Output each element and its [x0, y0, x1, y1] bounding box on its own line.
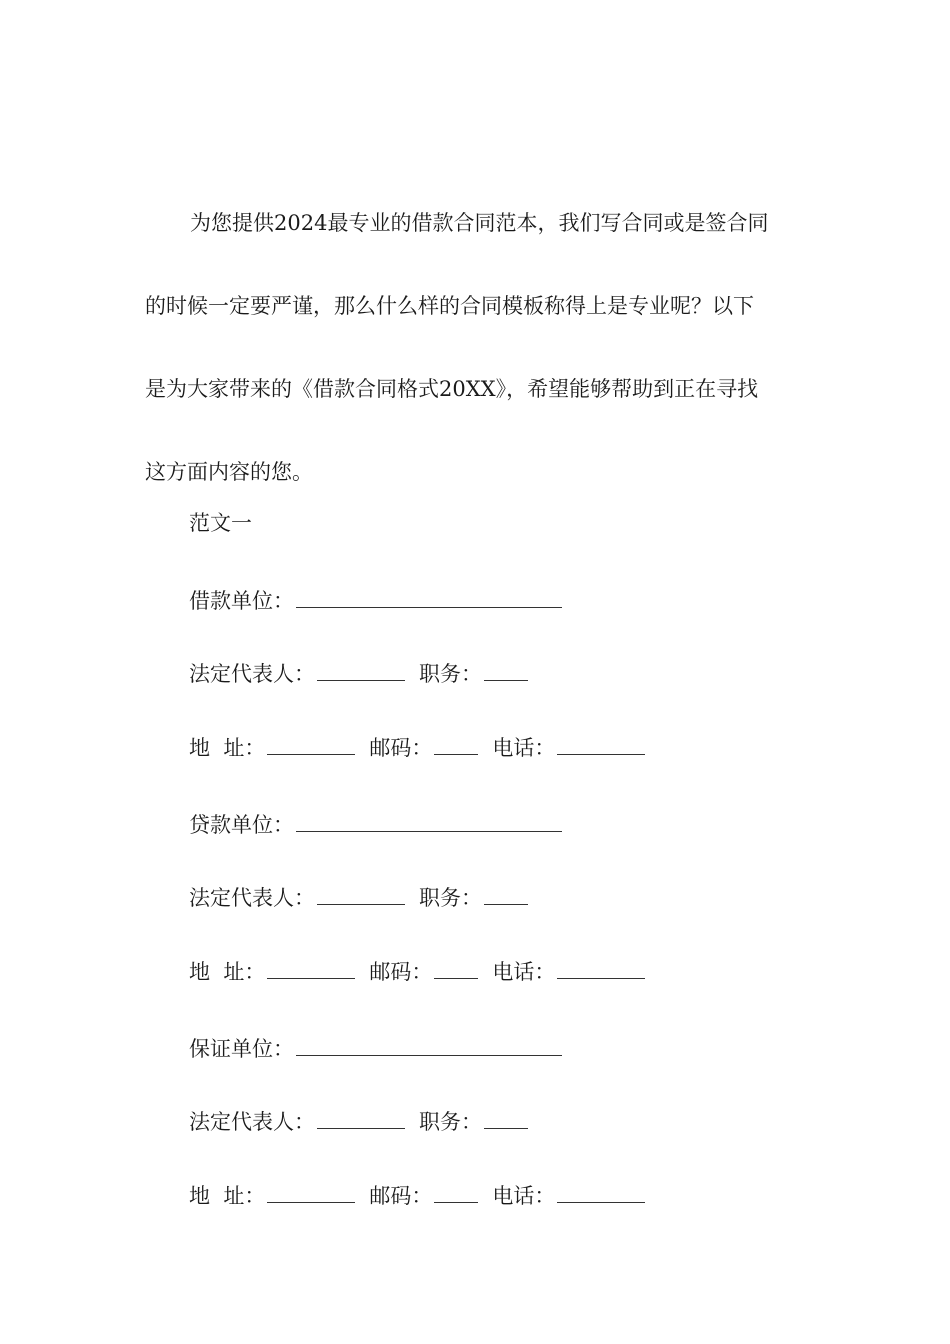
- borrower-address-label: 地 址：: [189, 736, 266, 760]
- guarantor-postcode-label: 邮码：: [369, 1184, 433, 1208]
- guarantor-phone-blank[interactable]: [557, 1184, 645, 1203]
- lender-unit-label: 贷款单位：: [189, 813, 294, 837]
- lender-unit-row: [189, 810, 562, 840]
- borrower-position-blank[interactable]: [484, 662, 528, 681]
- guarantor-unit-blank[interactable]: [296, 1037, 562, 1056]
- borrower-rep-label: 法定代表人：: [189, 662, 315, 686]
- borrower-phone-label: 电话：: [492, 736, 556, 760]
- lender-phone-blank[interactable]: [557, 960, 645, 979]
- borrower-unit-blank[interactable]: [296, 589, 562, 608]
- guarantor-position-blank[interactable]: [484, 1110, 528, 1129]
- guarantor-address-blank[interactable]: [267, 1184, 355, 1203]
- intro-line-4: 这方面内容的您。: [145, 460, 313, 484]
- borrower-postcode-blank[interactable]: [434, 736, 478, 755]
- borrower-postcode-label: 邮码：: [369, 736, 433, 760]
- borrower-address-row: [189, 733, 645, 763]
- lender-position-label: 职务：: [419, 886, 482, 910]
- lender-phone-label: 电话：: [492, 960, 556, 984]
- lender-address-blank[interactable]: [267, 960, 355, 979]
- lender-address-label: 地 址：: [189, 960, 266, 984]
- borrower-unit-row: [189, 586, 562, 616]
- borrower-position-label: 职务：: [419, 662, 482, 686]
- intro-paragraph: [145, 203, 805, 535]
- lender-unit-blank[interactable]: [296, 813, 562, 832]
- intro-line-1: 为您提供2024最专业的借款合同范本，我们写合同或是签合同: [190, 211, 769, 235]
- borrower-phone-blank[interactable]: [557, 736, 645, 755]
- borrower-address-blank[interactable]: [267, 736, 355, 755]
- guarantor-address-label: 地 址：: [189, 1184, 266, 1208]
- lender-address-row: [189, 957, 645, 987]
- guarantor-postcode-blank[interactable]: [434, 1184, 478, 1203]
- borrower-rep-blank[interactable]: [317, 662, 405, 681]
- lender-rep-blank[interactable]: [317, 886, 405, 905]
- guarantor-unit-row: [189, 1034, 562, 1064]
- intro-line-3: 是为大家带来的《借款合同格式20XX》，希望能够帮助到正在寻找: [145, 377, 759, 401]
- intro-line-2: 的时候一定要严谨，那么什么样的合同模板称得上是专业呢？以下: [145, 294, 754, 318]
- borrower-rep-row: [189, 659, 528, 689]
- lender-postcode-label: 邮码：: [369, 960, 433, 984]
- lender-position-blank[interactable]: [484, 886, 528, 905]
- guarantor-address-row: [189, 1181, 645, 1211]
- guarantor-rep-blank[interactable]: [317, 1110, 405, 1129]
- lender-rep-row: [189, 883, 528, 913]
- lender-rep-label: 法定代表人：: [189, 886, 315, 910]
- guarantor-phone-label: 电话：: [492, 1184, 556, 1208]
- guarantor-rep-label: 法定代表人：: [189, 1110, 315, 1134]
- section-title: 范文一: [189, 511, 252, 535]
- lender-postcode-blank[interactable]: [434, 960, 478, 979]
- borrower-unit-label: 借款单位：: [189, 589, 294, 613]
- guarantor-unit-label: 保证单位：: [189, 1037, 294, 1061]
- guarantor-rep-row: [189, 1107, 528, 1137]
- guarantor-position-label: 职务：: [419, 1110, 482, 1134]
